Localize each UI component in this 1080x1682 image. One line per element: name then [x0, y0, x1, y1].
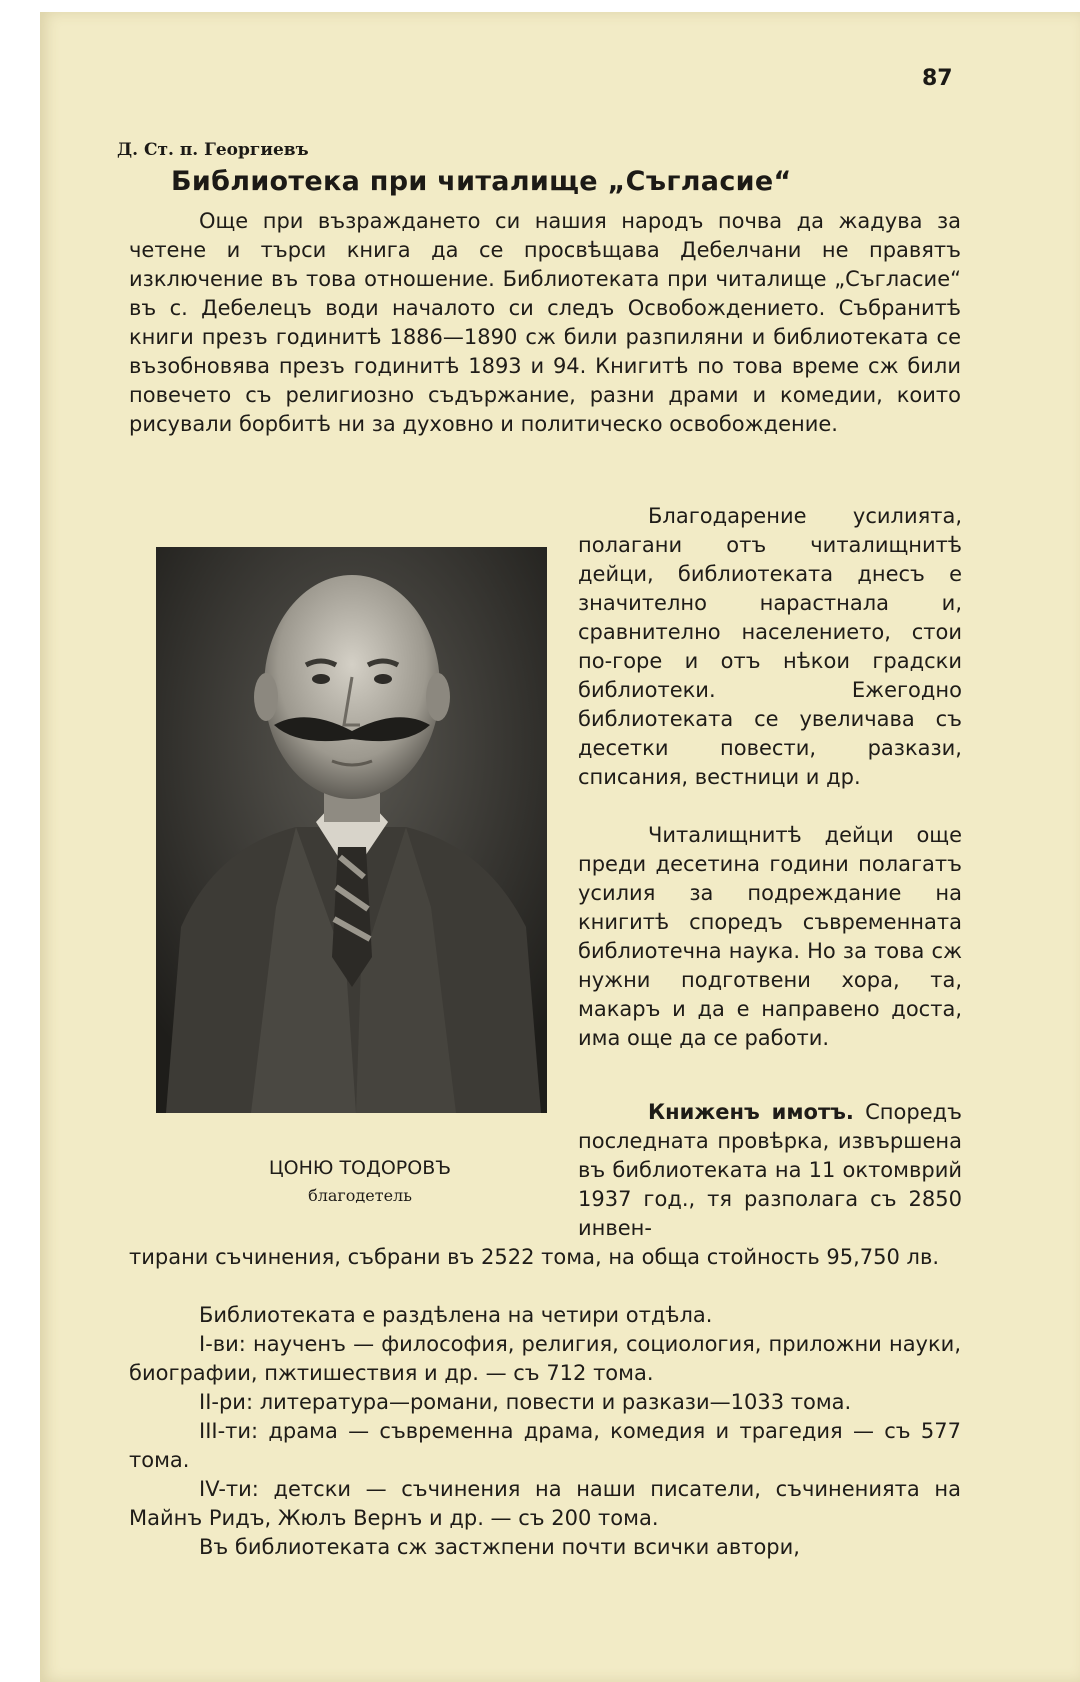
department-4: IV-ти: детски — съчинения на наши писатели, съчиненията на Майнъ Ридъ, Жюлъ Вернъ и др. — съ 200 тома. [129, 1477, 961, 1530]
final-line: Въ библиотеката сж застжпени почти всички автори, [199, 1535, 800, 1559]
department-1: I-ви: наученъ — философия, религия, социология, приложни науки, биографии, пжтишествия и др. — съ 712 тома. [129, 1332, 961, 1385]
paragraph-efforts: Благодарение усилията, полагани отъ читалищнитѣ дейци, библиотеката днесъ е значително нарастнала и, сравнително населението, стои по-горе и отъ нѣкои градски библиотеки. Ежегодно библиотеката се увеличава съ десетки повести, разкази, списания, вестници и др. [578, 504, 962, 789]
intro-paragraph: Още при възраждането си нашия народъ почва да жадува за четене и търси книга да се просвѣщава Дебелчани не правятъ изключение въ това отношение. Библиотеката при читалище „Съгласие“ въ с. Дебелецъ води началото си следъ Освобождението. Събранитѣ книги презъ годинитѣ 1886—1890 сж били разпиляни и библиотеката се възобновява презъ годинитѣ 1893 и 94. Книгитѣ по това време сж били повечето съ религиозно съдържание, разни драми и комедии, които рисували борбитѣ ни за духовно и политическо освобождение. [129, 209, 961, 436]
article-title: Библиотека при читалище „Съгласие“ [171, 166, 792, 197]
department-2: II-ри: литература—романи, повести и разкази—1033 тома. [199, 1390, 852, 1414]
holdings-heading: Книженъ имотъ. [648, 1100, 854, 1124]
departments-intro: Библиотеката е раздѣлена на четири отдѣла. [199, 1303, 713, 1327]
portrait-caption-role: благодетель [308, 1186, 412, 1205]
portrait-caption-name: ЦОНЮ ТОДОРОВЪ [268, 1157, 452, 1179]
holdings-continued: тирани съчинения, събрани въ 2522 тома, на обща стойность 95,750 лв. [129, 1245, 940, 1269]
holdings-text: Споредъ последната провѣрка, извършена въ библиотеката на 11 октомврий 1937 год., тя разполага съ 2850 инвен- [578, 1100, 962, 1240]
top-edge [0, 0, 1080, 12]
article-author: Д. Ст. п. Георгиевъ [117, 140, 309, 160]
department-3: III-ти: драма — съвременна драма, комедия и трагедия — съ 577 тома. [129, 1419, 961, 1472]
portrait-photo [156, 547, 547, 1113]
paragraph-holdings [578, 1098, 962, 1243]
page-number: 87 [922, 66, 953, 91]
paragraph-organization: Читалищнитѣ дейци още преди десетина години полагатъ усилия за подреждание на книгитѣ споредъ съвременната библиотечна наука. Но за това сж нужни подготвени хора, та, макаръ и да е направено доста, има още да се работи. [578, 823, 962, 1050]
portrait-image [156, 547, 547, 1113]
